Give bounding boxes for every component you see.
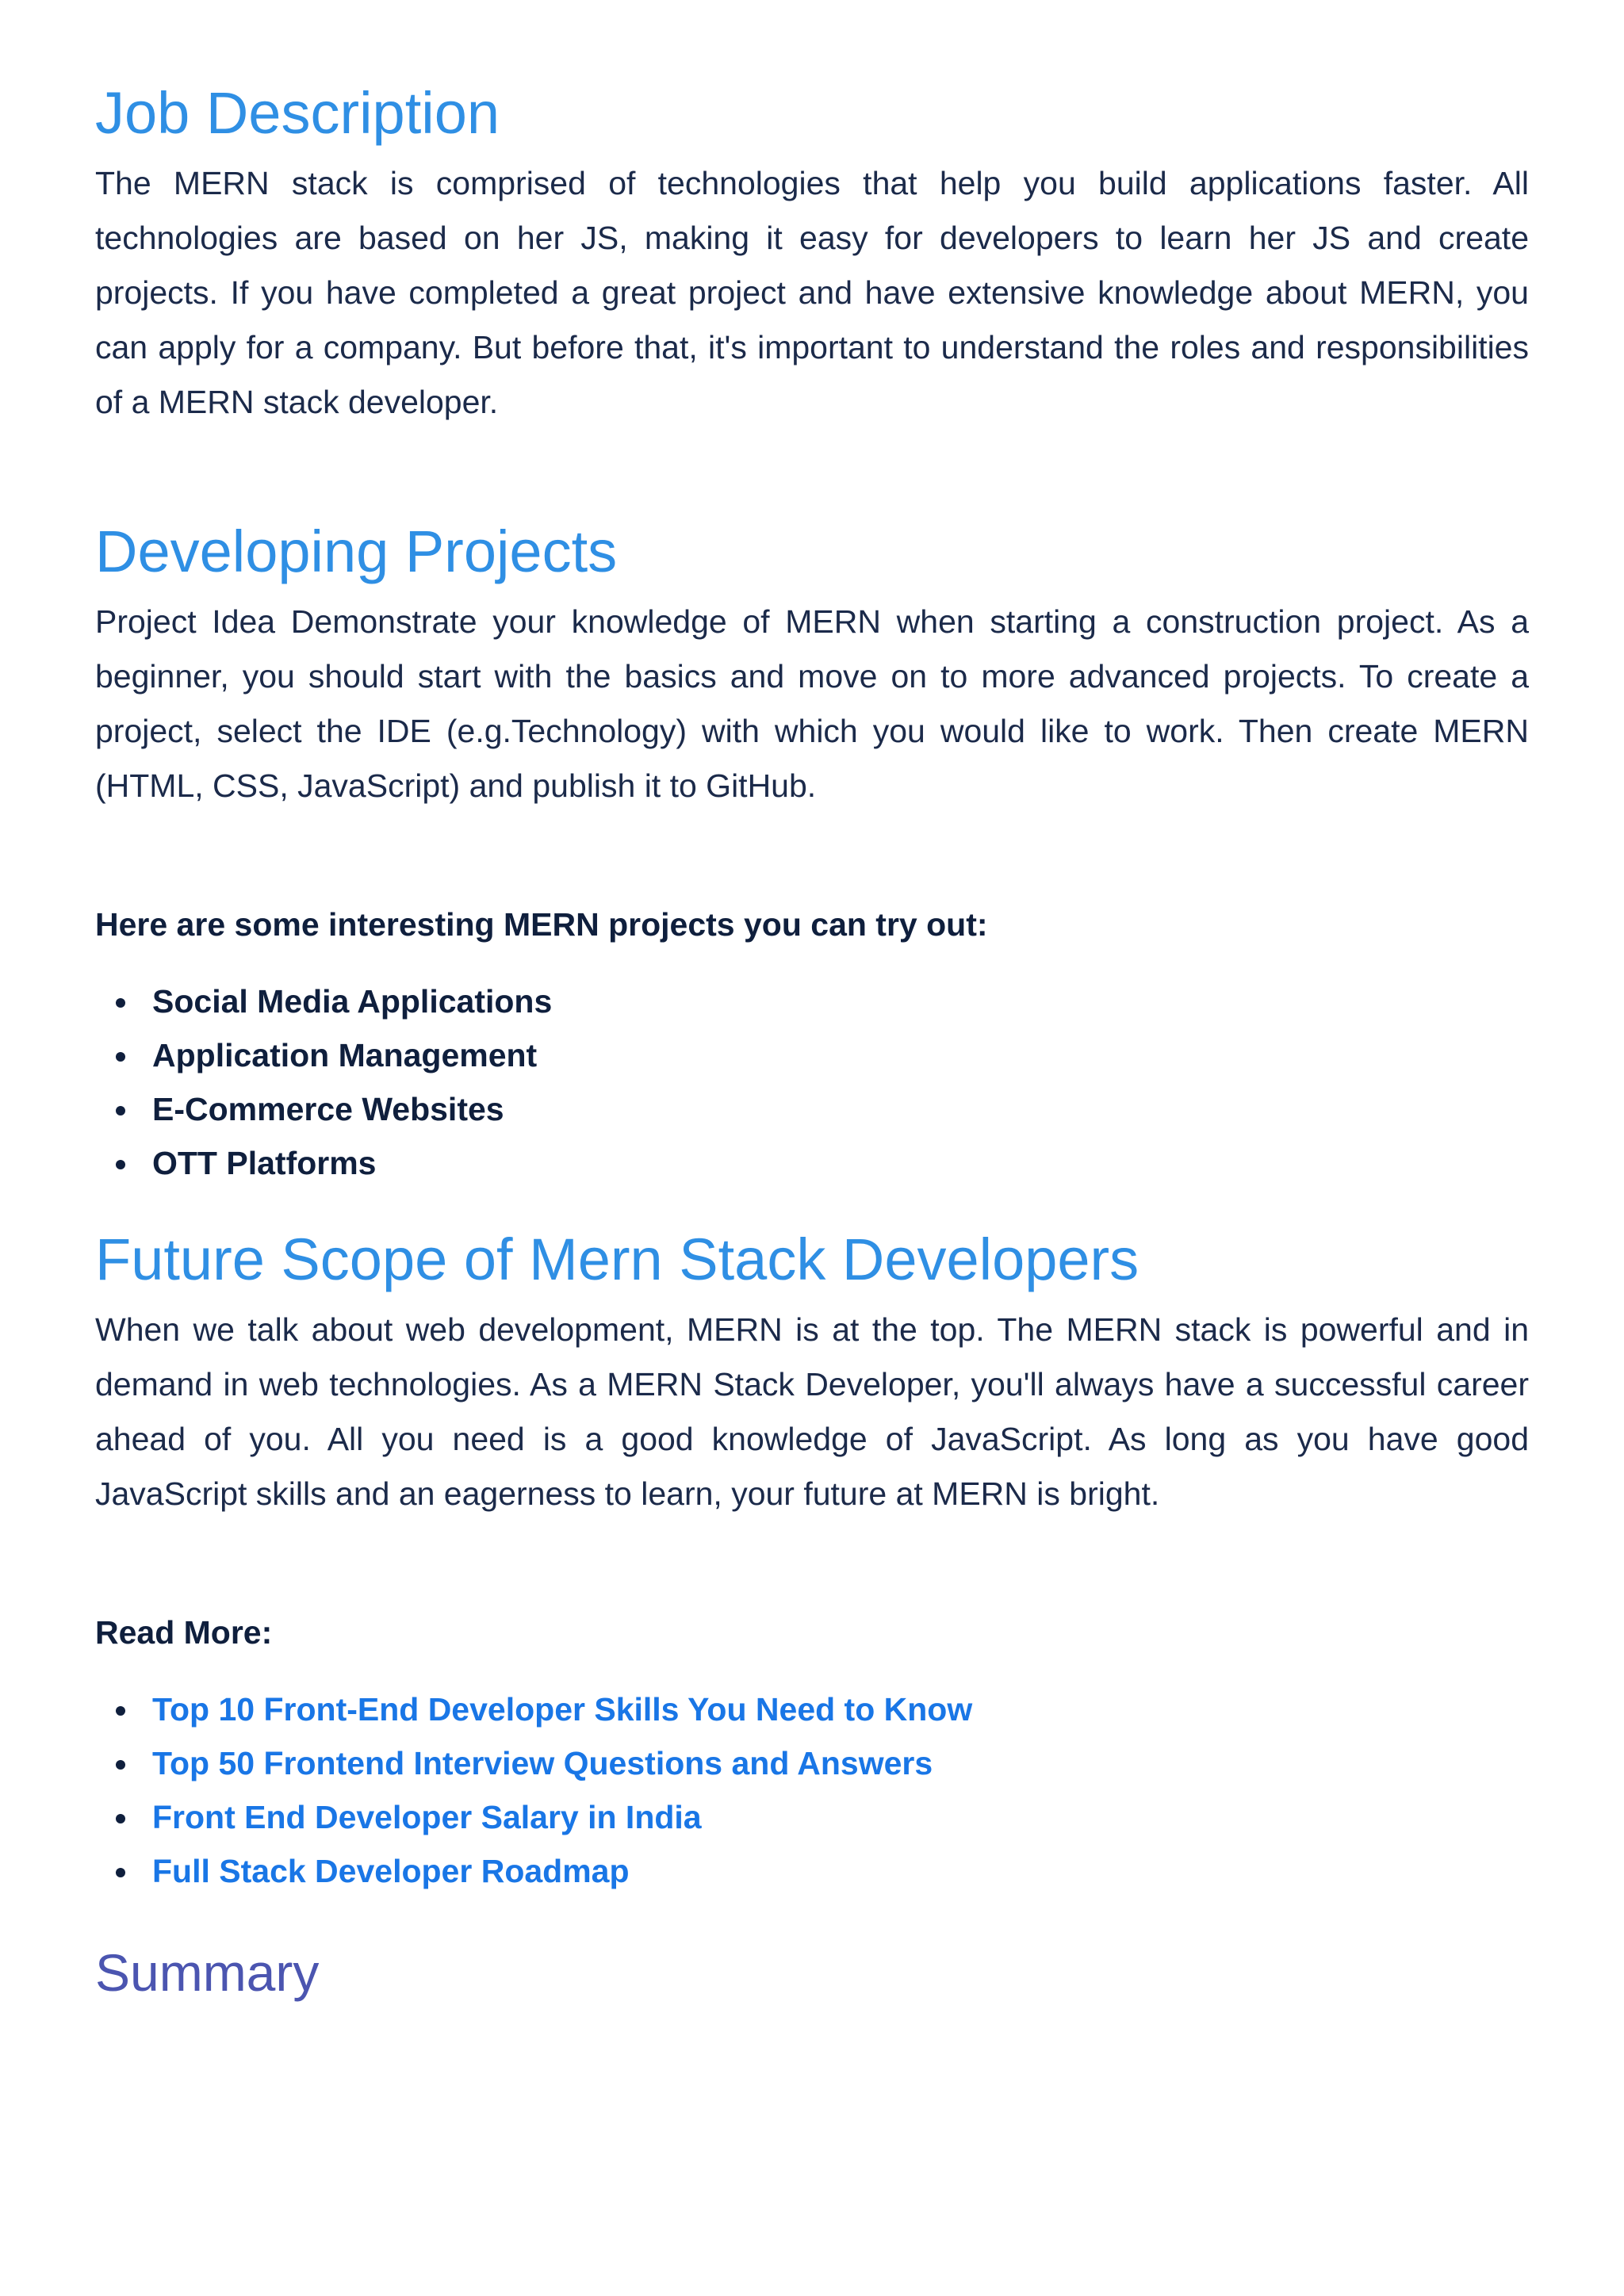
developing-projects-section xyxy=(95,519,1529,813)
list-item: E-Commerce Websites xyxy=(95,1082,1529,1136)
link-front-end-skills[interactable]: Top 10 Front-End Developer Skills You Need to Know xyxy=(152,1691,973,1728)
job-description-paragraph: The MERN stack is comprised of technologies that help you build applications faster. All technologies are based on her JS, making it easy for developers to learn her JS and create projects. If you have completed a great project and have extensive knowledge about MERN, you can apply for a company. But before that, it's important to understand the roles and responsibilities of a MERN stack developer. xyxy=(95,165,1529,421)
list-item xyxy=(95,1790,1529,1844)
link-frontend-interview-questions[interactable]: Top 50 Frontend Interview Questions and Answers xyxy=(152,1745,933,1781)
future-scope-paragraph: When we talk about web development, MERN is at the top. The MERN stack is powerful and in demand in web technologies. As a MERN Stack Developer, you'll always have a successful career ahead of you. All you need is a good knowledge of JavaScript. As long as you have good JavaScript skills and an eagerness to learn, your future at MERN is bright. xyxy=(95,1311,1529,1513)
developing-projects-heading: Developing Projects xyxy=(95,519,618,584)
projects-lead-text: Here are some interesting MERN projects you can try out: xyxy=(95,906,988,943)
read-more-links xyxy=(95,1682,1529,1898)
future-scope-heading: Future Scope of Mern Stack Developers xyxy=(95,1226,1139,1292)
link-front-end-salary-india[interactable]: Front End Developer Salary in India xyxy=(152,1799,702,1835)
list-item: Application Management xyxy=(95,1028,1529,1082)
read-more-label: Read More: xyxy=(95,1614,273,1651)
projects-list xyxy=(95,974,1529,1190)
link-full-stack-roadmap[interactable]: Full Stack Developer Roadmap xyxy=(152,1853,630,1889)
job-description-heading: Job Description xyxy=(95,80,500,146)
list-item: Social Media Applications xyxy=(95,974,1529,1028)
list-item: OTT Platforms xyxy=(95,1136,1529,1190)
list-item xyxy=(95,1682,1529,1736)
developing-projects-paragraph: Project Idea Demonstrate your knowledge of MERN when starting a construction project. As a beginner, you should start with the basics and move on to more advanced projects. To create a project, select the IDE (e.g.Technology) with which you would like to work. Then create MERN (HTML, CSS, JavaScript) and publish it to GitHub. xyxy=(95,603,1529,805)
summary-heading: Summary xyxy=(95,1943,320,2002)
list-item xyxy=(95,1736,1529,1790)
future-scope-section xyxy=(95,1227,1529,1521)
summary-section xyxy=(95,1944,1529,2002)
list-item xyxy=(95,1844,1529,1898)
job-description-section xyxy=(95,81,1529,430)
